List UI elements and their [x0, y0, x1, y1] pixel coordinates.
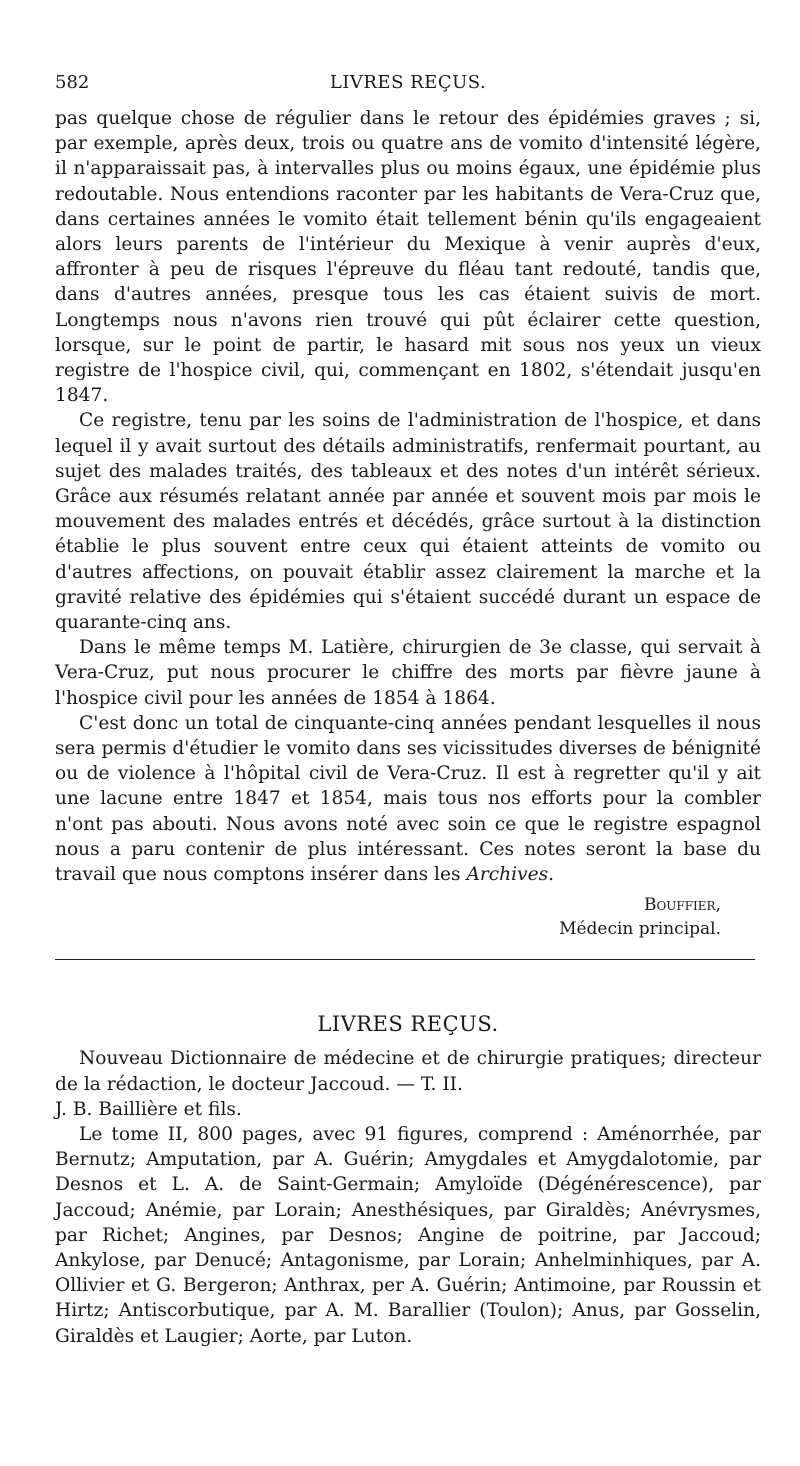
page-number: 582: [55, 72, 90, 93]
archives-title: Archives: [466, 864, 549, 886]
article-paragraph-3: Dans le même temps M. Latière, chirurgien de 3e classe, qui servait à Vera-Cruz, put nous procurer le chiffre des morts par fièvre jaune à l'hospice civil pour les années de 1854 à 1864.: [55, 637, 761, 709]
running-head: LIVRES REÇUS.: [329, 72, 487, 93]
article-paragraph-2: Ce registre, tenu par les soins de l'administration de l'hospice, et dans lequel il y avait surtout des détails administratifs, renfermait pourtant, au sujet des malades traités, des tableaux et des notes d'un intérêt sérieux. Grâce aux résumés relatant année par année et souvent mois par mois le mouvement des malades entrés et décédés, grâce surtout à la distinction établie le plus souvent entre ceux qui étaient atteints de vomito ou d'autres affections, on pouvait établir assez clairement la marche et la gravité relative des épidémies qui s'étaient succédé durant un espace de quarante-cinq ans.: [55, 410, 761, 634]
article-paragraph-1: pas quelque chose de régulier dans le retour des épidémies graves ; si, par exemple, après deux, trois ou quatre ans de vomito d'intensité légère, il n'apparaissait pas, à intervalles plus ou moins égaux, une épidémie plus redoutable. Nous entendions raconter par les habitants de Vera-Cruz que, dans certaines années le vomito était tellement bénin qu'ils engageaient alors leurs parents de l'intérieur du Mexique à venir auprès d'eux, affronter à peu de risques l'épreuve du fléau tant redouté, tandis que, dans d'autres années, presque tous les cas étaient suivis de mort. Longtemps nous n'avons rien trouvé qui pût éclairer cette question, lorsque, sur le point de partir, le hasard mit sous nos yeux un vieux registre de l'hospice civil, qui, commençant en 1802, s'étendait jusqu'en 1847.: [55, 108, 761, 407]
books-paragraph-2: Le tome II, 800 pages, avec 91 figures, comprend : Aménorrhée, par Bernutz; Amputation, par A. Guérin; Amygdales et Amygdalotomie, par Desnos et L. A. de Saint-Germain; Amyloïde (Dégénérescence), par Jaccoud; Anémie, par Lorain; Anesthésiques, par Giraldès; Anévrysmes, par Richet; Angines, par Desnos; Angine de poitrine, par Jaccoud; Ankylose, par Denucé; Antagonisme, par Lorain; Anhelminhiques, par A. Ollivier et G. Bergeron; Anthrax, per A. Guérin; Antimoine, par Roussin et Hirtz; Antiscorbutique, par A. M. Barallier (Toulon); Anus, par Gosselin, Giraldès et Laugier; Aorte, par Luton.: [55, 1123, 761, 1347]
paragraph-4-end: .: [548, 864, 555, 886]
paragraph-4-text: C'est donc un total de cinquante-cinq années pendant lesquelles il nous sera permis d'étudier le vomito dans ses vicissitudes diverses de bénignité ou de violence à l'hôpital civil de Vera-Cruz. Il est à regretter qu'il y ait une lacune entre 1847 et 1854, mais tous nos efforts pour la combler n'ont pas abouti. Nous avons noté avec soin ce que le registre espagnol nous a paru contenir de plus intéressant. Ces notes seront la base du travail que nous comptons insérer dans les: [55, 712, 761, 886]
page: [55, 72, 761, 1349]
signature-name: Bouffier,: [643, 895, 721, 916]
signature-title: Médecin principal.: [559, 919, 721, 940]
section-title: LIVRES REÇUS.: [317, 1012, 499, 1037]
signature-block: [55, 893, 761, 941]
section-divider: [55, 959, 755, 960]
article-paragraph-4: [55, 711, 761, 887]
page-header: [55, 72, 761, 106]
books-paragraph-1: Nouveau Dictionnaire de médecine et de chirurgie pratiques; directeur de la rédaction, le docteur Jaccoud. — T. II.: [55, 1048, 761, 1095]
books-publisher: J. B. Baillière et fils.: [55, 1098, 242, 1120]
